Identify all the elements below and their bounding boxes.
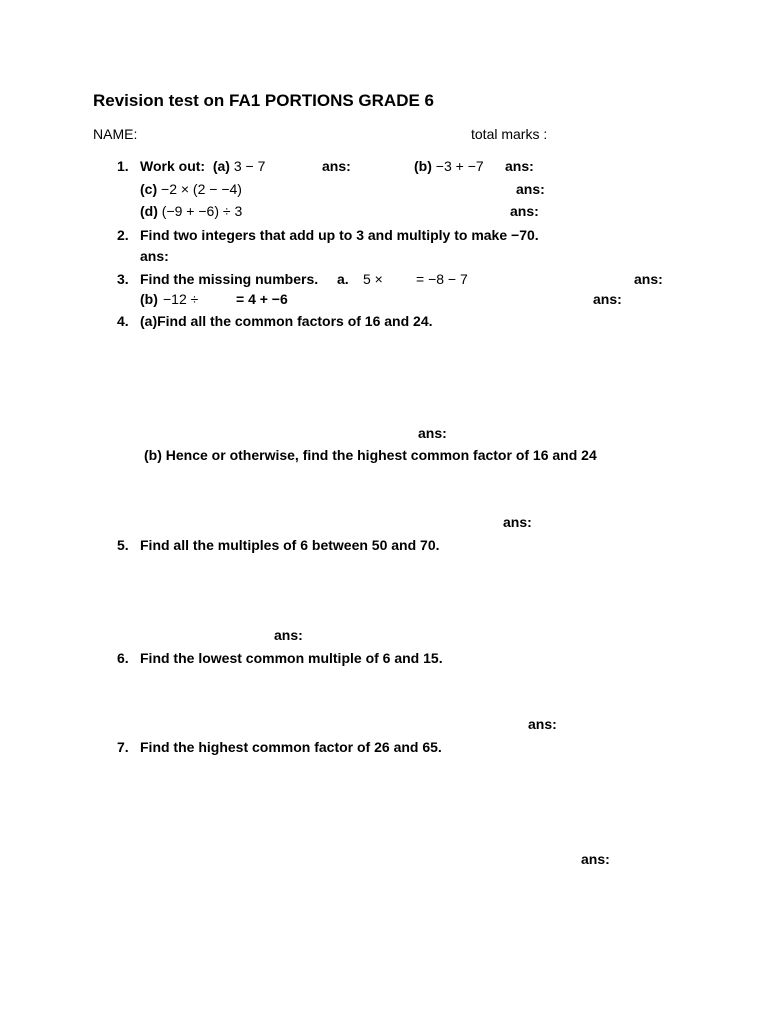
q3-a-ans: ans: [634,271,663,287]
q4-b-ans: ans: [503,514,532,530]
q6-number: 6. [117,650,129,666]
q3-text: Find the missing numbers. [140,271,319,287]
q4-number: 4. [117,313,129,329]
q1-line-d [140,202,242,220]
q4-a-text: (a)Find all the common factors of 16 and 24. [140,313,433,329]
page-title: Revision test on FA1 PORTIONS GRADE 6 [93,91,435,110]
q3-a-left: 5 × [363,271,383,287]
q3-a-label: a. [337,271,349,287]
q3-a-right: = −8 − 7 [416,271,468,287]
q2-ans: ans: [140,248,169,264]
q3-b-left: −12 ÷ [163,291,199,307]
name-label: NAME: [93,126,138,142]
q7-ans: ans: [581,851,610,867]
q1-a-label: (a) [212,158,230,174]
q5-ans: ans: [274,627,303,643]
q7-number: 7. [117,739,129,755]
q2-text: Find two integers that add up to 3 and multiply to make −70. [140,227,539,243]
q4-b-text: (b) Hence or otherwise, find the highest common factor of 16 and 24 [144,447,597,463]
q1-line-a [140,157,265,175]
q1-line-b [414,157,484,175]
q2-number: 2. [117,227,129,243]
q5-number: 5. [117,537,129,553]
q4-a-ans: ans: [418,425,447,441]
q1-line-c [140,180,242,198]
total-marks-label: total marks : [471,126,548,142]
q1-d-expr: (−9 + −6) ÷ 3 [161,203,243,219]
q3-b-right: = 4 + −6 [236,291,288,307]
q7-text: Find the highest common factor of 26 and 65. [140,739,442,755]
q5-text: Find all the multiples of 6 between 50 and 70. [140,537,440,553]
q1-d-label: (d) [140,203,158,219]
q3-b-ans: ans: [593,291,622,307]
q3-b-label: (b) [140,291,158,307]
q1-c-ans: ans: [516,181,545,197]
q1-c-expr: −2 × (2 − −4) [161,181,242,197]
q1-b-ans: ans: [505,158,534,174]
q1-b-expr: −3 + −7 [435,158,484,174]
q1-lead: Work out: [140,158,206,174]
q1-number: 1. [117,158,129,174]
q6-text: Find the lowest common multiple of 6 and 15. [140,650,443,666]
q3-number: 3. [117,271,129,287]
q1-b-label: (b) [414,158,432,174]
q1-c-label: (c) [140,181,158,197]
q1-d-ans: ans: [510,203,539,219]
q1-a-ans: ans: [322,158,351,174]
q1-a-expr: 3 − 7 [233,158,266,174]
q6-ans: ans: [528,716,557,732]
